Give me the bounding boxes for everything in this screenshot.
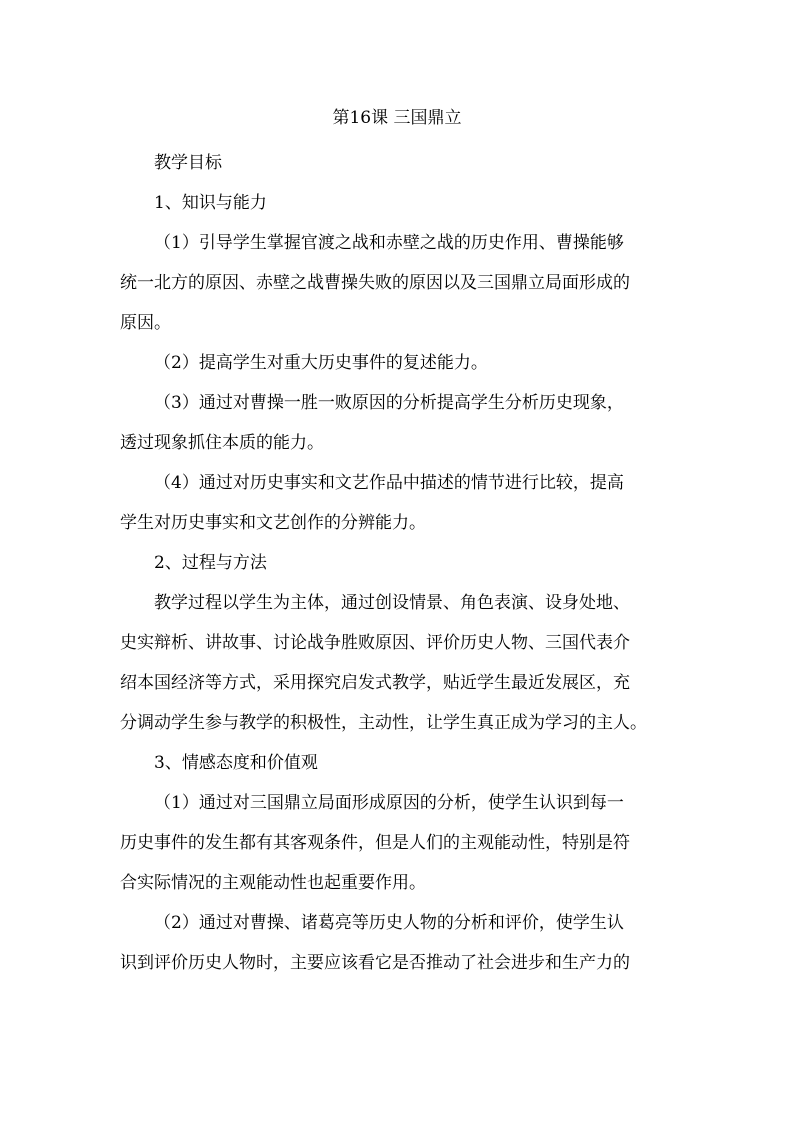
paragraph-line: （2）提高学生对重大历史事件的复述能力。 xyxy=(154,353,488,373)
paragraph-line: 教学过程以学生为主体，通过创设情景、角色表演、设身处地、 xyxy=(154,593,630,613)
paragraph-line: 史实辩析、讲故事、讨论战争胜败原因、评价历史人物、三国代表介 xyxy=(120,633,630,653)
paragraph-line: （1）引导学生掌握官渡之战和赤壁之战的历史作用、曹操能够 xyxy=(154,233,624,253)
paragraph-line: 学生对历史事实和文艺创作的分辨能力。 xyxy=(120,513,426,533)
paragraph-line: 历史事件的发生都有其客观条件，但是人们的主观能动性，特别是符 xyxy=(120,833,630,853)
subsection-heading: 2、过程与方法 xyxy=(154,553,267,573)
paragraph-line: 识到评价历史人物时，主要应该看它是否推动了社会进步和生产力的 xyxy=(120,953,630,973)
paragraph-line: （2）通过对曹操、诸葛亮等历史人物的分析和评价，使学生认 xyxy=(154,913,624,933)
paragraph-line: （1）通过对三国鼎立局面形成原因的分析，使学生认识到每一 xyxy=(154,793,624,813)
subsection-heading: 3、情感态度和价值观 xyxy=(154,753,318,773)
paragraph-line: 透过现象抓住本质的能力。 xyxy=(120,433,324,453)
paragraph-line: 绍本国经济等方式，采用探究启发式教学，贴近学生最近发展区，充 xyxy=(120,673,630,693)
subsection-heading: 1、知识与能力 xyxy=(154,193,267,213)
paragraph-line: （4）通过对历史事实和文艺作品中描述的情节进行比较，提高 xyxy=(154,473,624,493)
paragraph-line: 统一北方的原因、赤壁之战曹操失败的原因以及三国鼎立局面形成的 xyxy=(120,273,630,293)
paragraph-line: 原因。 xyxy=(120,313,171,333)
paragraph-line: （3）通过对曹操一胜一败原因的分析提高学生分析历史现象， xyxy=(154,393,624,413)
page-title: 第16课 三国鼎立 xyxy=(332,108,462,128)
document-body xyxy=(120,143,680,983)
section-heading: 教学目标 xyxy=(154,153,222,173)
paragraph-line: 分调动学生参与教学的积极性，主动性，让学生真正成为学习的主人。 xyxy=(120,713,647,733)
paragraph-line: 合实际情况的主观能动性也起重要作用。 xyxy=(120,873,426,893)
